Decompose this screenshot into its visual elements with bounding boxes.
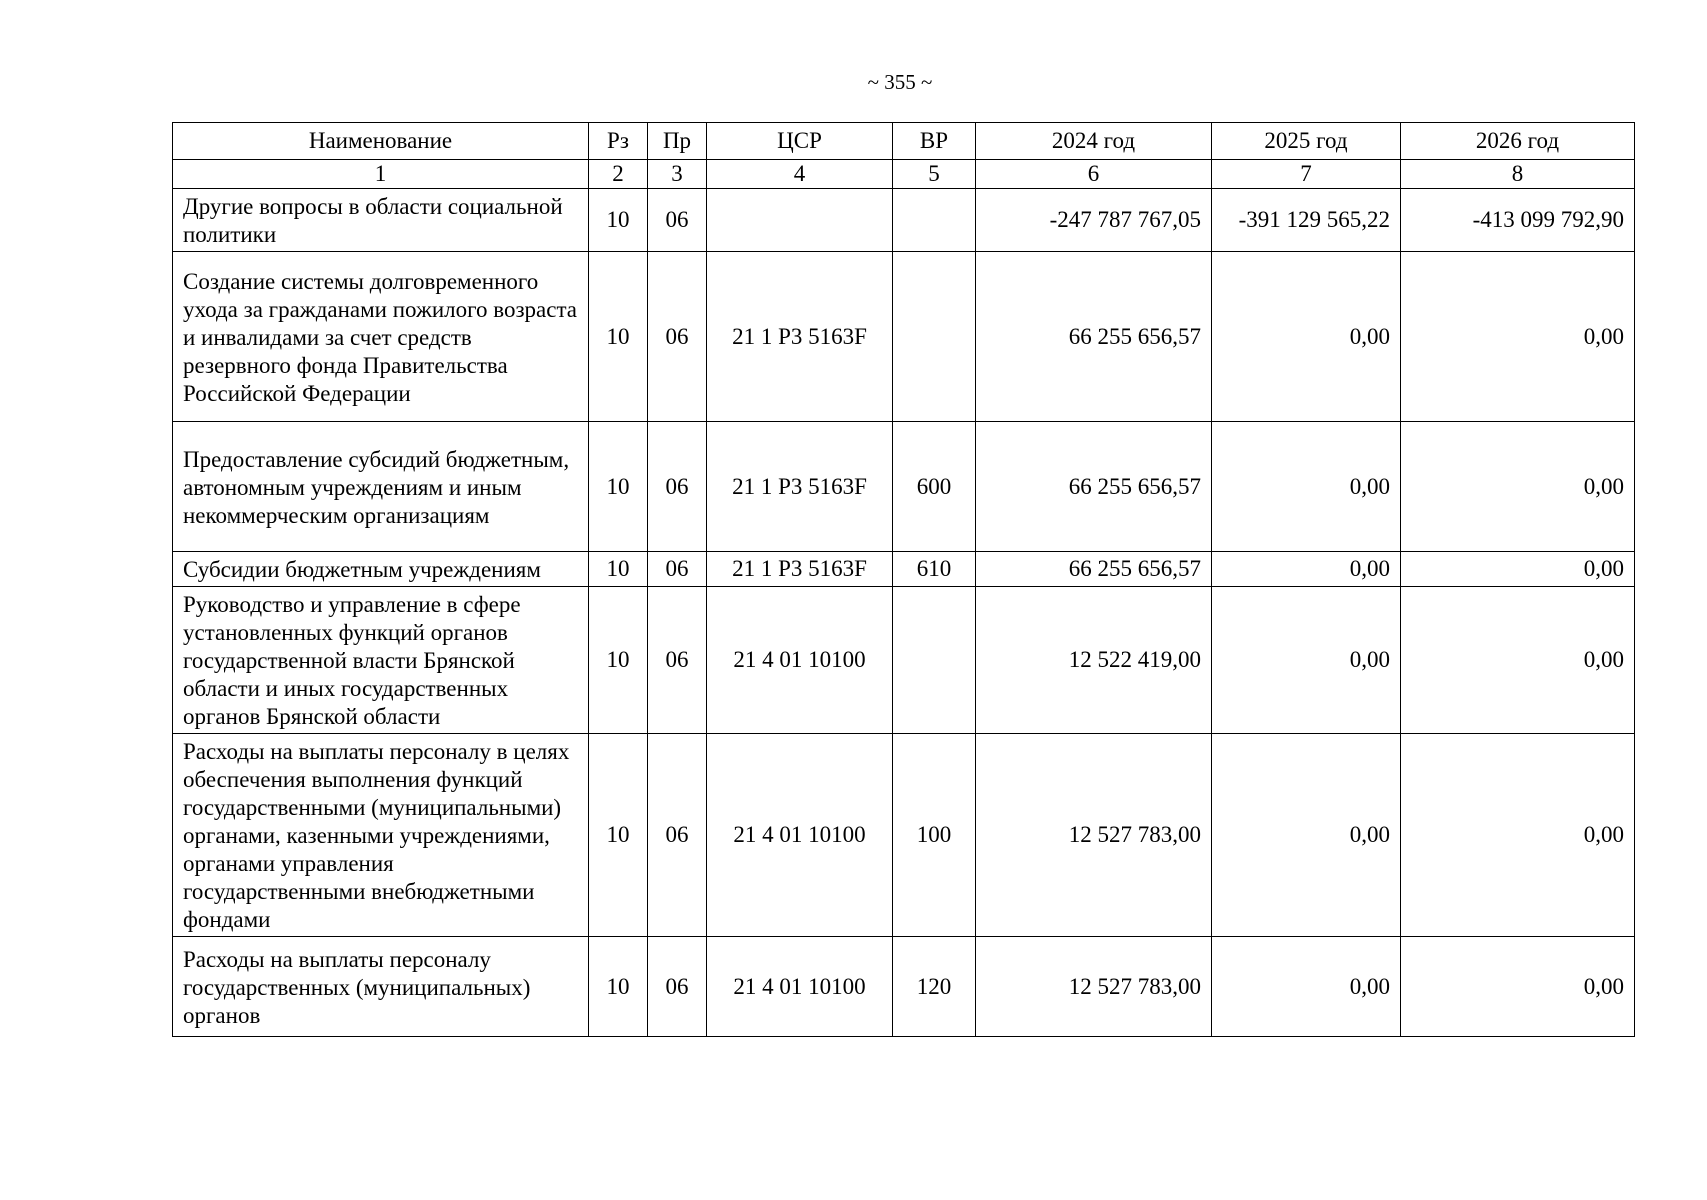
header-rz: Рз <box>589 123 648 160</box>
column-number: 4 <box>707 160 893 189</box>
row-pr: 06 <box>648 587 707 734</box>
table-row <box>173 252 1635 422</box>
row-csr <box>707 189 893 252</box>
row-name: Расходы на выплаты персоналу государственных (муниципальных) органов <box>173 937 589 1037</box>
row-amount-2025: -391 129 565,22 <box>1212 189 1401 252</box>
row-vr: 120 <box>893 937 976 1037</box>
column-number: 8 <box>1401 160 1635 189</box>
row-amount-2026: 0,00 <box>1401 552 1635 587</box>
column-number-row <box>173 160 1635 189</box>
row-pr: 06 <box>648 252 707 422</box>
row-amount-2025: 0,00 <box>1212 422 1401 552</box>
row-name: Субсидии бюджетным учреждениям <box>173 552 589 587</box>
header-vr: ВР <box>893 123 976 160</box>
row-vr: 610 <box>893 552 976 587</box>
row-name: Руководство и управление в сфере установленных функций органов государственной власти Брянской области и иных государственных органов Брянской области <box>173 587 589 734</box>
row-amount-2026: -413 099 792,90 <box>1401 189 1635 252</box>
row-name: Другие вопросы в области социальной политики <box>173 189 589 252</box>
row-vr <box>893 189 976 252</box>
row-amount-2024: 12 522 419,00 <box>976 587 1212 734</box>
row-rz: 10 <box>589 252 648 422</box>
row-pr: 06 <box>648 189 707 252</box>
row-amount-2025: 0,00 <box>1212 552 1401 587</box>
budget-table <box>172 122 1635 1037</box>
row-pr: 06 <box>648 422 707 552</box>
row-rz: 10 <box>589 422 648 552</box>
row-pr: 06 <box>648 937 707 1037</box>
row-vr: 600 <box>893 422 976 552</box>
row-rz: 10 <box>589 587 648 734</box>
row-name: Предоставление субсидий бюджетным, автономным учреждениям и иным некоммерческим организациям <box>173 422 589 552</box>
page-number: ~ 355 ~ <box>867 70 933 94</box>
table-row <box>173 587 1635 734</box>
table-row <box>173 734 1635 937</box>
table-row <box>173 552 1635 587</box>
row-amount-2024: -247 787 767,05 <box>976 189 1212 252</box>
row-amount-2026: 0,00 <box>1401 422 1635 552</box>
header-name: Наименование <box>173 123 589 160</box>
header-2026: 2026 год <box>1401 123 1635 160</box>
row-rz: 10 <box>589 189 648 252</box>
row-amount-2025: 0,00 <box>1212 252 1401 422</box>
row-csr: 21 1 Р3 5163F <box>707 422 893 552</box>
header-row <box>173 123 1635 160</box>
table-row <box>173 189 1635 252</box>
header-2024: 2024 год <box>976 123 1212 160</box>
row-amount-2025: 0,00 <box>1212 734 1401 937</box>
row-amount-2024: 66 255 656,57 <box>976 552 1212 587</box>
row-csr: 21 4 01 10100 <box>707 734 893 937</box>
table-row <box>173 422 1635 552</box>
column-number: 1 <box>173 160 589 189</box>
row-amount-2024: 12 527 783,00 <box>976 937 1212 1037</box>
row-pr: 06 <box>648 552 707 587</box>
header-pr: Пр <box>648 123 707 160</box>
column-number: 2 <box>589 160 648 189</box>
column-number: 7 <box>1212 160 1401 189</box>
table-row <box>173 937 1635 1037</box>
column-number: 3 <box>648 160 707 189</box>
row-csr: 21 1 Р3 5163F <box>707 252 893 422</box>
row-pr: 06 <box>648 734 707 937</box>
row-amount-2026: 0,00 <box>1401 734 1635 937</box>
column-number: 6 <box>976 160 1212 189</box>
row-name: Создание системы долговременного ухода за гражданами пожилого возраста и инвалидами за счет средств резервного фонда Правительства Российской Федерации <box>173 252 589 422</box>
row-vr <box>893 252 976 422</box>
row-amount-2024: 66 255 656,57 <box>976 252 1212 422</box>
row-rz: 10 <box>589 552 648 587</box>
row-csr: 21 1 Р3 5163F <box>707 552 893 587</box>
row-vr: 100 <box>893 734 976 937</box>
row-amount-2026: 0,00 <box>1401 587 1635 734</box>
header-csr: ЦСР <box>707 123 893 160</box>
row-csr: 21 4 01 10100 <box>707 937 893 1037</box>
row-amount-2024: 66 255 656,57 <box>976 422 1212 552</box>
row-rz: 10 <box>589 734 648 937</box>
header-2025: 2025 год <box>1212 123 1401 160</box>
row-rz: 10 <box>589 937 648 1037</box>
row-name: Расходы на выплаты персоналу в целях обеспечения выполнения функций государственными (муниципальными) органами, казенными учреждениями, органами управления государственными внебюджетными фондами <box>173 734 589 937</box>
row-amount-2024: 12 527 783,00 <box>976 734 1212 937</box>
row-vr <box>893 587 976 734</box>
column-number: 5 <box>893 160 976 189</box>
row-amount-2026: 0,00 <box>1401 252 1635 422</box>
row-amount-2026: 0,00 <box>1401 937 1635 1037</box>
row-csr: 21 4 01 10100 <box>707 587 893 734</box>
row-amount-2025: 0,00 <box>1212 937 1401 1037</box>
row-amount-2025: 0,00 <box>1212 587 1401 734</box>
